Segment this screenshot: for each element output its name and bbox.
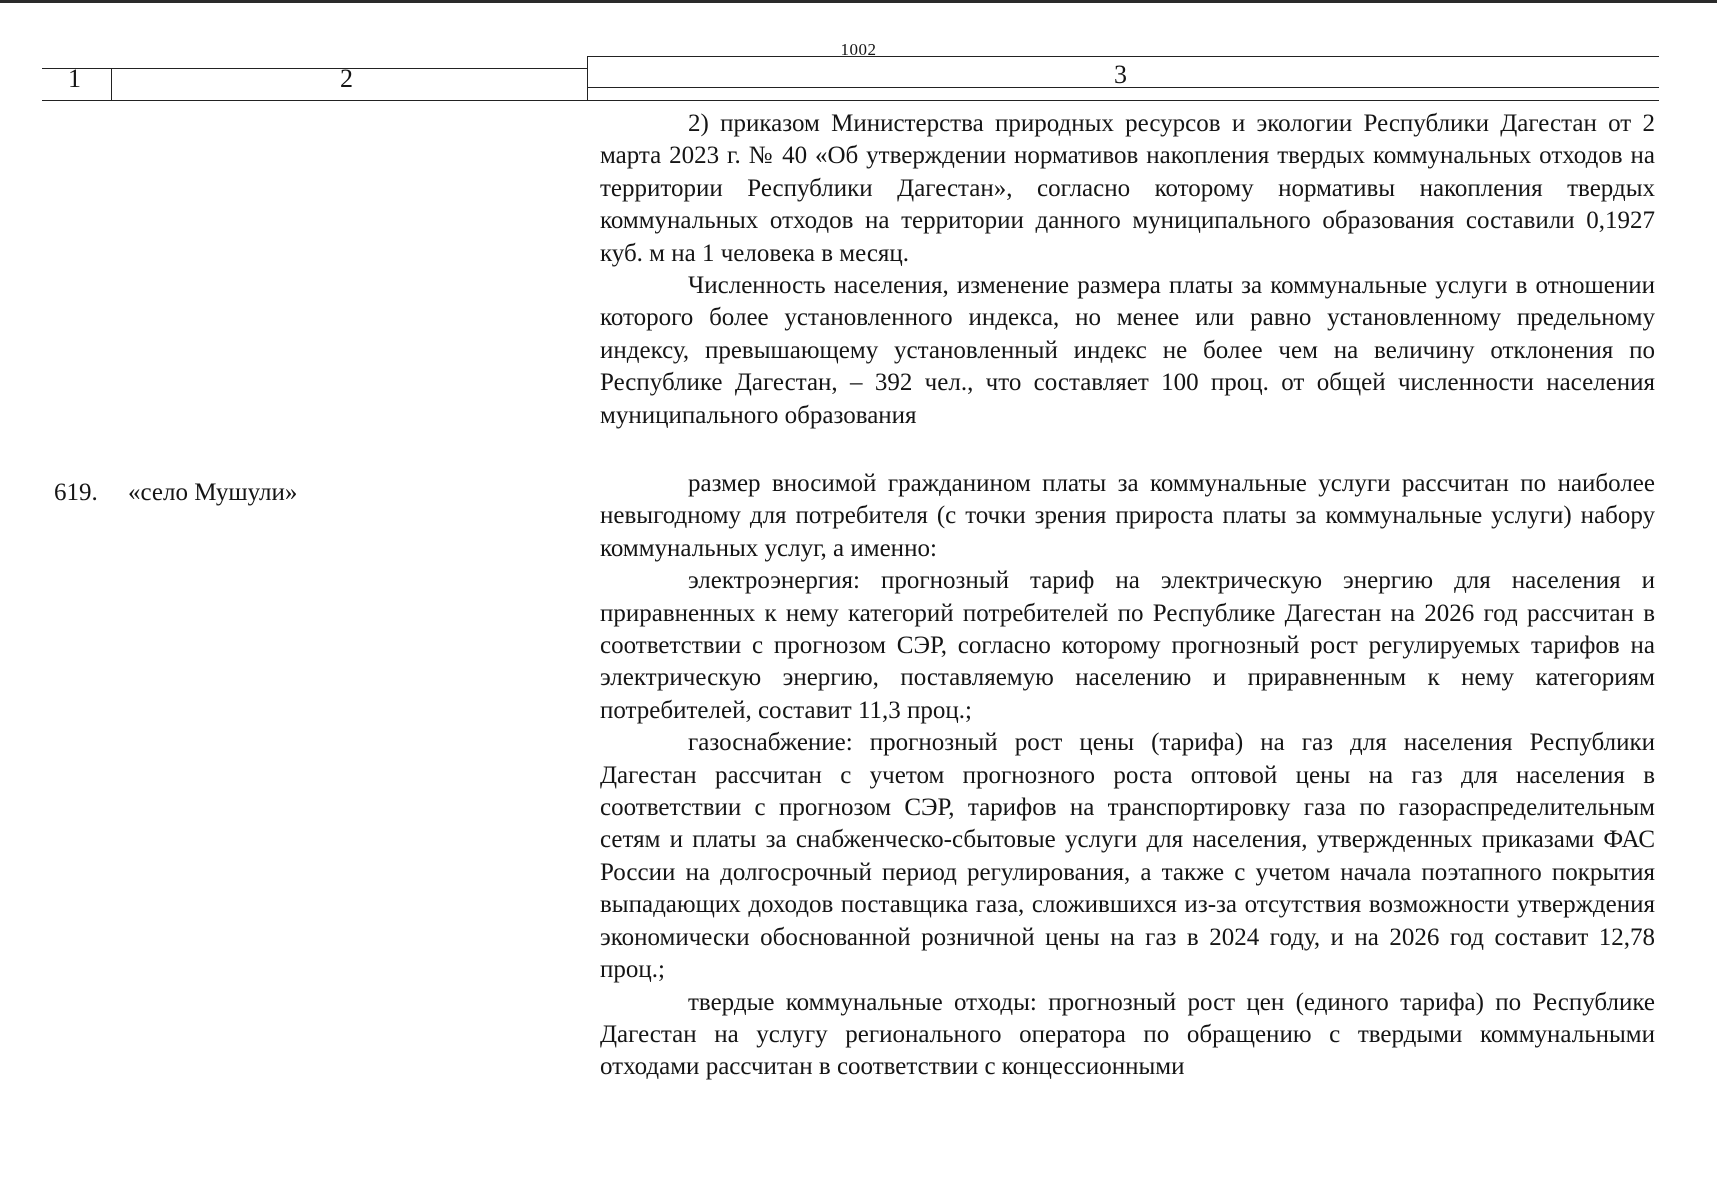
page-number: 1002 [840, 40, 877, 59]
header-divider-1 [111, 68, 112, 100]
paragraph: 2) приказом Министерства природных ресурсов и экологии Республики Дагестан от 2 марта 2023 г. № 40 «Об утверждении нормативов накопления твердых коммунальных отходов на территории Республики Дагестан», согласно которому нормативы накопления твердых коммунальных отходов на территории данного муниципального образования составили 0,1927 куб. м на 1 человека в месяц. [600, 110, 1655, 267]
column-number-1: 1 [68, 64, 81, 93]
header-top-rule-left [42, 68, 587, 69]
column-number-2: 2 [340, 64, 353, 93]
previous-row-text [600, 108, 1655, 432]
paragraph: электроэнергия: прогнозный тариф на электрическую энергию для населения и приравненных к нему категорий потребителей по Республике Дагестан на 2026 год рассчитан в соответствии с прогнозом СЭР, согласно которому прогнозный рост регулируемых тарифов на электрическую энергию, поставляемую населению и приравненным к нему категориям потребителей, составит 11,3 проц.; [600, 567, 1655, 724]
column-number-3: 3 [1114, 60, 1127, 89]
paragraph: газоснабжение: прогнозный рост цены (тарифа) на газ для населения Республики Дагестан рассчитан с учетом прогнозного роста оптовой цены на газ для населения в соответствии с прогнозом СЭР, тарифов на транспортировку газа по газораспределительным сетям и платы за снабженческо-сбытовые услуги для населения, утвержденных приказами ФАС России на долгосрочный период регулирования, а также с учетом начала поэтапного покрытия выпадающих доходов поставщика газа, сложившихся из-за отсутствия возможности утверждения экономически обоснованной розничной цены на газ в 2024 году, и на 2026 год составит 12,78 проц.; [600, 729, 1655, 984]
header-divider-2 [587, 56, 588, 100]
scan-edge [0, 0, 1717, 3]
row-619-text [600, 468, 1655, 1084]
paragraph: размер вносимой гражданином платы за коммунальные услуги рассчитан по наиболее невыгодному для потребителя (с точки зрения прироста платы за коммунальные услуги) набору коммунальных услуг, а именно: [600, 470, 1655, 562]
header-top-rule [587, 56, 1659, 57]
header-bottom-rule [42, 100, 1659, 101]
paragraph: Численность населения, изменение размера платы за коммунальные услуги в отношении которого более установленного индекса, но менее или равно установленному предельному индексу, превышающему установленный индекс не более чем на величину отклонения по Республике Дагестан, – 392 чел., что составляет 100 проц. от общей численности населения муниципального образования [600, 272, 1655, 429]
row-number: 619. [54, 479, 98, 506]
row-municipality-name: «село Мушули» [128, 479, 298, 506]
paragraph: твердые коммунальные отходы: прогнозный рост цен (единого тарифа) по Республике Дагестан на услугу регионального оператора по обращению с твердыми коммунальными отходами рассчитан в соответствии с концессионными [600, 988, 1655, 1081]
